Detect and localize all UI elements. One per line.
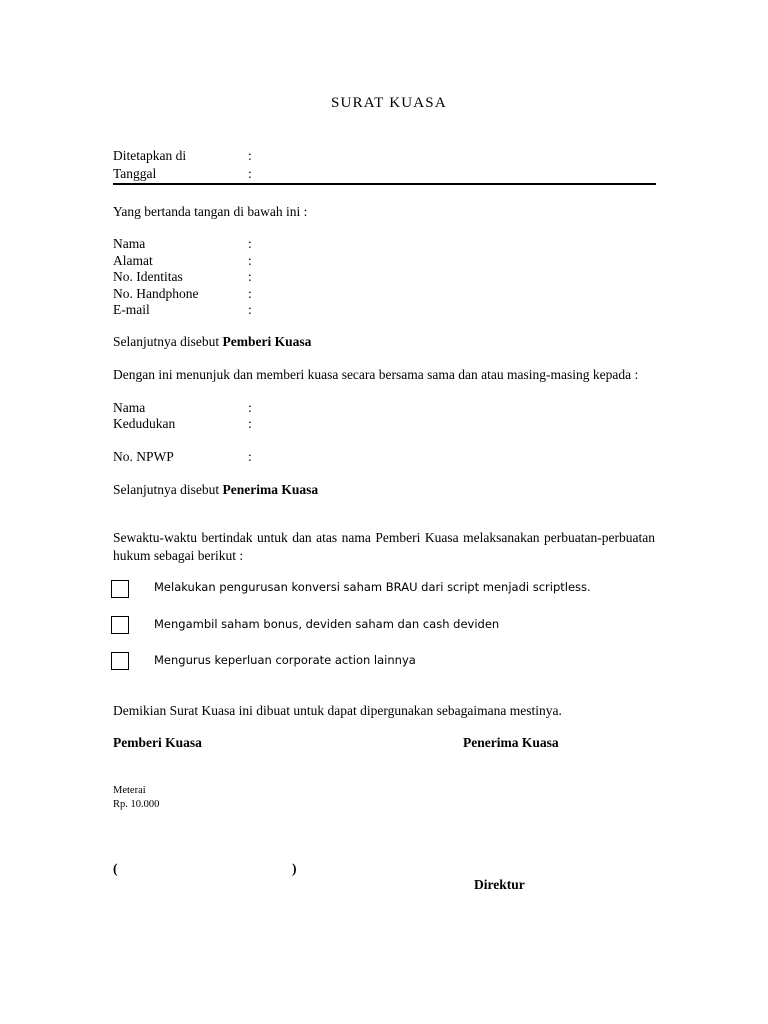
field-colon: : bbox=[248, 416, 252, 431]
checkbox-konversi[interactable] bbox=[111, 580, 129, 598]
field-colon: : bbox=[248, 253, 252, 268]
acts-paragraph: Sewaktu-waktu bertindak untuk dan atas nama Pemberi Kuasa melaksanakan perbuatan-perbuatan hukum sebagai berikut : bbox=[113, 530, 655, 563]
grantor-ref-prefix: Selanjutnya disebut bbox=[113, 334, 220, 349]
document-title: SURAT KUASA bbox=[331, 95, 447, 111]
signature-paren-open: ( bbox=[113, 861, 118, 876]
grantee-reference bbox=[113, 482, 318, 498]
field-label-kedudukan: Kedudukan bbox=[113, 416, 176, 431]
signature-right-title: Penerima Kuasa bbox=[463, 735, 559, 750]
stamp-label: Meterai bbox=[113, 785, 146, 796]
signature-paren-close: ) bbox=[292, 861, 297, 876]
grantor-reference bbox=[113, 334, 311, 350]
checkbox-corporate-action[interactable] bbox=[111, 652, 129, 670]
field-label-ditetapkan: Ditetapkan di bbox=[113, 148, 187, 163]
stamp-amount: Rp. 10.000 bbox=[113, 799, 160, 810]
field-colon: : bbox=[248, 302, 252, 317]
field-colon: : bbox=[248, 286, 252, 301]
checkbox-label: Mengambil saham bonus, deviden saham dan cash deviden bbox=[154, 617, 500, 631]
field-colon: : bbox=[248, 449, 252, 464]
field-label-nama: Nama bbox=[113, 236, 146, 251]
appoint-text: Dengan ini menunjuk dan memberi kuasa secara bersama sama dan atau masing-masing kepada : bbox=[113, 367, 639, 382]
field-label-no-handphone: No. Handphone bbox=[113, 286, 199, 301]
field-colon: : bbox=[248, 148, 252, 163]
field-colon: : bbox=[248, 166, 252, 181]
signature-right-position: Direktur bbox=[474, 877, 525, 892]
field-colon: : bbox=[248, 269, 252, 284]
intro-text: Yang bertanda tangan di bawah ini : bbox=[113, 204, 308, 219]
field-label-no-identitas: No. Identitas bbox=[113, 269, 183, 284]
checkbox-label: Mengurus keperluan corporate action lainnya bbox=[154, 653, 416, 667]
signature-left-title: Pemberi Kuasa bbox=[113, 735, 202, 750]
field-label-email: E-mail bbox=[113, 302, 150, 317]
closing-text: Demikian Surat Kuasa ini dibuat untuk dapat dipergunakan sebagaimana mestinya. bbox=[113, 703, 562, 718]
field-label-nama: Nama bbox=[113, 400, 146, 415]
field-label-tanggal: Tanggal bbox=[113, 166, 157, 181]
field-colon: : bbox=[248, 400, 252, 415]
checkbox-saham-bonus[interactable] bbox=[111, 616, 129, 634]
grantee-ref-prefix: Selanjutnya disebut bbox=[113, 482, 220, 497]
grantor-ref-role: Pemberi Kuasa bbox=[222, 334, 312, 349]
checkbox-label: Melakukan pengurusan konversi saham BRAU dari script menjadi scriptless. bbox=[154, 580, 591, 594]
grantee-ref-role: Penerima Kuasa bbox=[222, 482, 319, 497]
field-label-npwp: No. NPWP bbox=[113, 449, 174, 464]
field-colon: : bbox=[248, 236, 252, 251]
header-divider bbox=[113, 183, 656, 185]
field-label-alamat: Alamat bbox=[113, 253, 153, 268]
